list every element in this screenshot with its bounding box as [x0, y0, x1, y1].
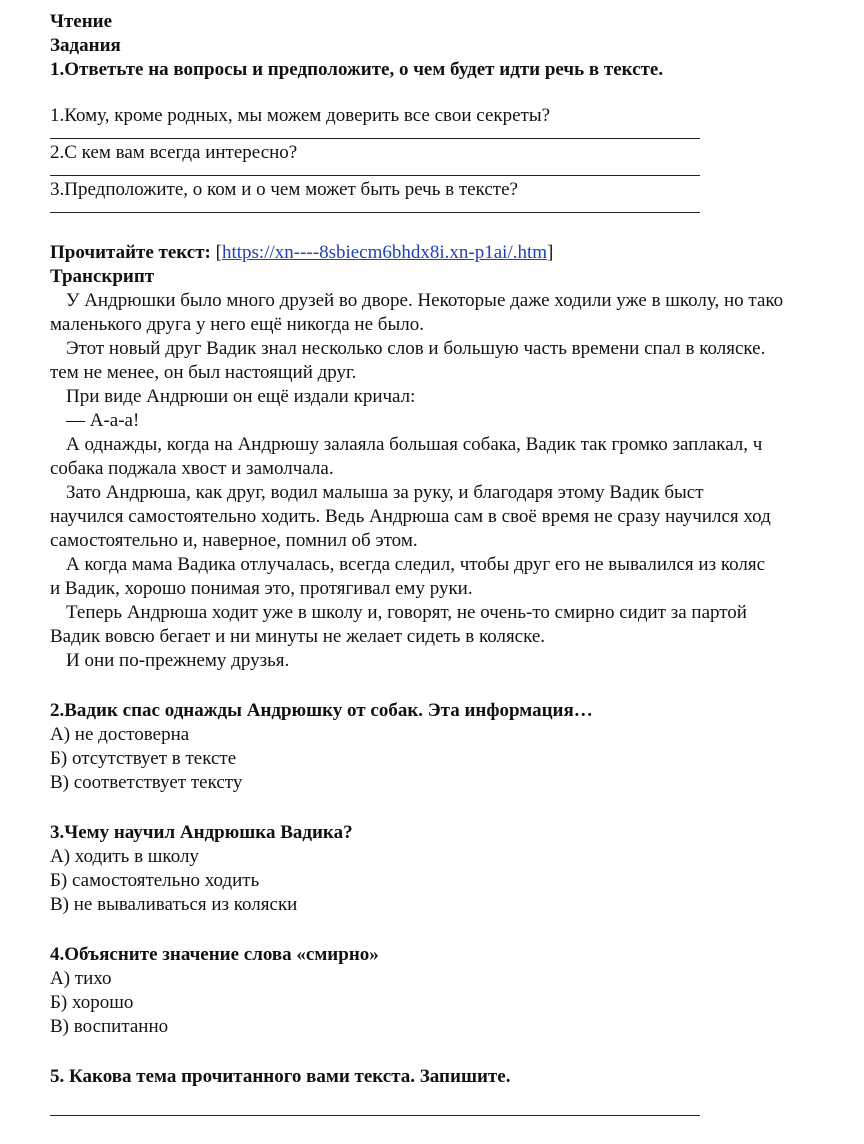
section-title: Чтение [50, 11, 113, 32]
transcript-line: Зато Андрюша, как друг, водил малыша за руку, и благодаря этому Вадик быст [66, 482, 704, 503]
transcript-line: тем не менее, он был настоящий друг. [50, 362, 357, 383]
reading-prompt: Прочитайте текст: [50, 242, 211, 263]
transcript-line: И они по-прежнему друзья. [66, 650, 290, 671]
transcript-line: А однажды, когда на Андрюшу залаяла большая собака, Вадик так громко заплакал, ч [66, 434, 763, 455]
transcript-line: — А-а-а! [66, 410, 140, 431]
transcript-text [50, 289, 864, 673]
transcript-line: самостоятельно и, наверное, помнил об этом. [50, 530, 418, 551]
task4-option-a[interactable]: А) тихо [50, 968, 112, 989]
transcript-line: маленького друга у него ещё никогда не было. [50, 314, 424, 335]
transcript-line: Вадик вовсю бегает и ни минуты не желает сидеть в коляске. [50, 626, 546, 647]
task5-title: 5. Какова тема прочитанного вами текста. Запишите. [50, 1066, 511, 1087]
task4-option-c[interactable]: В) воспитанно [50, 1016, 169, 1037]
transcript-line: У Андрюшки было много друзей во дворе. Некоторые даже ходили уже в школу, но тако [66, 290, 784, 311]
transcript-line: Этот новый друг Вадик знал несколько слов и большую часть времени спал в коляске. [66, 338, 766, 359]
bracket-close: ] [547, 242, 554, 263]
task1-question-2: 2.С кем вам всегда интересно? [50, 142, 298, 163]
transcript-line: А когда мама Вадика отлучалась, всегда следил, чтобы друг его не вывалился из коляс [66, 554, 766, 575]
transcript-line: Теперь Андрюша ходит уже в школу и, говорят, не очень-то смирно сидит за партой [66, 602, 747, 623]
task4-title: 4.Объясните значение слова «смирно» [50, 944, 379, 965]
transcript-title: Транскрипт [50, 266, 155, 287]
task2-option-c[interactable]: В) соответствует тексту [50, 772, 243, 793]
task1-question-3: 3.Предположите, о ком и о чем может быть речь в тексте? [50, 179, 518, 200]
text-link[interactable]: https://xn----8sbiecm6bhdx8i.xn-p1ai/.htm [221, 242, 548, 263]
task2-option-a[interactable]: А) не достоверна [50, 724, 190, 745]
task3-option-b[interactable]: Б) самостоятельно ходить [50, 870, 260, 891]
task4-option-b[interactable]: Б) хорошо [50, 992, 134, 1013]
task1-title: 1.Ответьте на вопросы и предположите, о чем будет идти речь в тексте. [50, 59, 664, 80]
section-subtitle: Задания [50, 35, 121, 56]
reading-prompt-row [50, 241, 864, 265]
task2-title: 2.Вадик спас однажды Андрюшку от собак. Эта информация… [50, 700, 593, 721]
task3-option-a[interactable]: А) ходить в школу [50, 846, 199, 867]
task3-option-c[interactable]: В) не вываливаться из коляски [50, 894, 298, 915]
task1-question-1: 1.Кому, кроме родных, мы можем доверить все свои секреты? [50, 105, 551, 126]
transcript-line: собака поджала хвост и замолчала. [50, 458, 334, 479]
task3-title: 3.Чему научил Андрюшка Вадика? [50, 822, 353, 843]
worksheet-page [50, 10, 864, 1116]
bracket-open: [ [210, 242, 222, 263]
task2-option-b[interactable]: Б) отсутствует в тексте [50, 748, 237, 769]
transcript-line: научился самостоятельно ходить. Ведь Андрюша сам в своё время не сразу научился ход [50, 506, 771, 527]
transcript-line: и Вадик, хорошо понимая это, протягивал ему руки. [50, 578, 473, 599]
transcript-line: При виде Андрюши он ещё издали кричал: [66, 386, 416, 407]
answer-line-5[interactable] [50, 1115, 700, 1116]
